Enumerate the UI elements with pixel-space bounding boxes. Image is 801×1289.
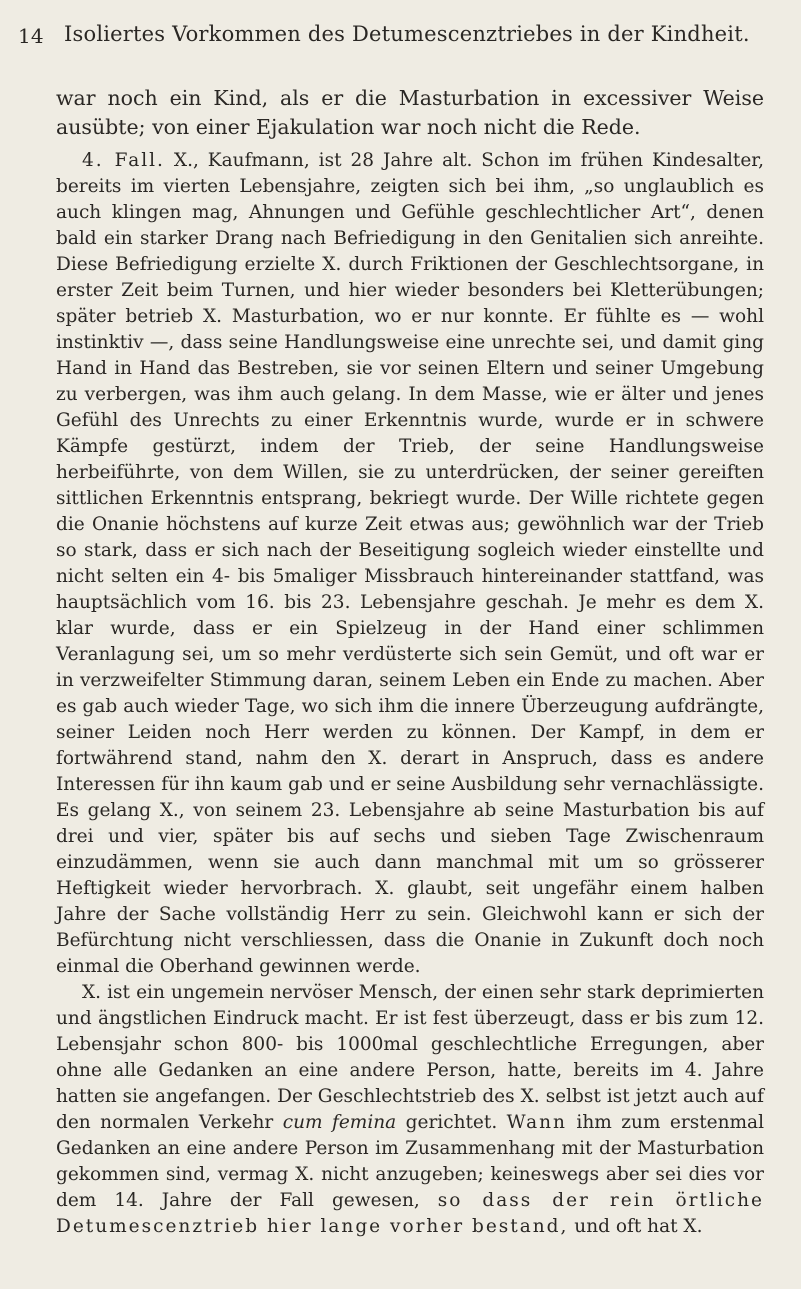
page-number: 14 bbox=[18, 24, 44, 48]
observation-text-c: ihm zum erstenmal Gedanken an eine andere Person im Zusammenhang mit der Masturbation gekommen sind, vermag X. nicht anzugeben; keineswegs aber sei dies vor dem 14. Jahre der Fall gewesen, bbox=[56, 1112, 764, 1211]
observation-paragraph bbox=[56, 980, 764, 1240]
observation-text-a: X. ist ein ungemein nervöser Mensch, der einen sehr stark deprimierten und ängstlichen Eindruck macht. Er ist fest überzeugt, dass er bis zum 12. Lebensjahr schon 800- bis 1000mal geschlechtliche Erregungen, aber ohne alle Gedanken an eine andere Person, hatte, bereits im 4. Jahre hatten sie angefangen. Der Geschlechtstrieb des X. selbst ist jetzt auch auf den normalen Verkehr bbox=[56, 982, 764, 1133]
observation-text-d: und oft hat X. bbox=[574, 1216, 703, 1237]
emphasis-conclusion: so dass der rein örtliche Detumescenztrieb hier lange vorher bestand, bbox=[56, 1190, 764, 1237]
running-title: Isoliertes Vorkommen des Detumescenztriebes in der Kindheit. bbox=[64, 22, 750, 46]
case-text: X., Kaufmann, ist 28 Jahre alt. Schon im frühen Kindesalter, bereits im vierten Lebensjahre, zeigten sich bei ihm, „so unglaublich es auch klingen mag, Ahnungen und Gefühle geschlechtlicher Art“, denen bald ein starker Drang nach Befriedigung in den Genitalien sich anreihte. Diese Befriedigung erzielte X. durch Friktionen der Geschlechtsorgane, in erster Zeit beim Turnen, und hier wieder besonders bei Kletterübungen; später betrieb X. Masturbation, wo er nur konnte. Er fühlte es — wohl instinktiv —, dass seine Handlungsweise eine unrechte sei, und damit ging Hand in Hand das Bestreben, sie vor seinen Eltern und seiner Umgebung zu verbergen, was ihm auch gelang. In dem Masse, wie er älter und jenes Gefühl des Unrechts zu einer Erkenntnis wurde, wurde er in schwere Kämpfe gestürzt, indem der Trieb, der seine Handlungsweise herbeiführte, von dem Willen, sie zu unterdrücken, der seiner gereiften sittlichen Erkenntnis entsprang, bekriegt wurde. Der Wille richtete gegen die Onanie höchstens auf kurze Zeit etwas aus; gewöhnlich war der Trieb so stark, dass er sich nach der Beseitigung sogleich wieder einstellte und nicht selten ein 4- bis 5maliger Missbrauch hintereinander stattfand, was hauptsächlich vom 16. bis 23. Lebensjahre geschah. Je mehr es dem X. klar wurde, dass er ein Spielzeug in der Hand einer schlimmen Veranlagung sei, um so mehr verdüsterte sich sein Gemüt, und oft war er in verzweifelter Stimmung daran, seinem Leben ein Ende zu machen. Aber es gab auch wieder Tage, wo sich ihm die innere Überzeugung aufdrängte, seiner Leiden noch Herr werden zu können. Der Kampf, in dem er fortwährend stand, nahm den X. derart in Anspruch, dass es andere Interessen für ihn kaum gab und er seine Ausbildung sehr vernachlässigte. Es gelang X., von seinem 23. Lebensjahre ab seine Masturbation bis auf drei und vier, später bis auf sechs und sieben Tage Zwischenraum einzudämmen, wenn sie auch dann manchmal mit um so grösserer Heftigkeit wieder hervorbrach. X. glaubt, seit ungefähr einem halben Jahre der Sache vollständig Herr zu sein. Gleichwohl kann er sich der Befürchtung nicht verschliessen, dass die Onanie in Zukunft doch noch einmal die Oberhand gewinnen werde. bbox=[56, 150, 764, 977]
case-paragraph bbox=[56, 148, 764, 980]
observation-text-b: gerichtet. bbox=[405, 1112, 498, 1133]
running-header bbox=[18, 14, 778, 54]
body-text bbox=[56, 84, 764, 1240]
case-label: 4. Fall. bbox=[82, 150, 165, 171]
latin-phrase: cum femina bbox=[282, 1112, 397, 1133]
emphasis-wann: Wann bbox=[506, 1112, 567, 1133]
intro-paragraph: war noch ein Kind, als er die Masturbation in excessiver Weise ausübte; von einer Ejakulation war noch nicht die Rede. bbox=[56, 86, 764, 139]
